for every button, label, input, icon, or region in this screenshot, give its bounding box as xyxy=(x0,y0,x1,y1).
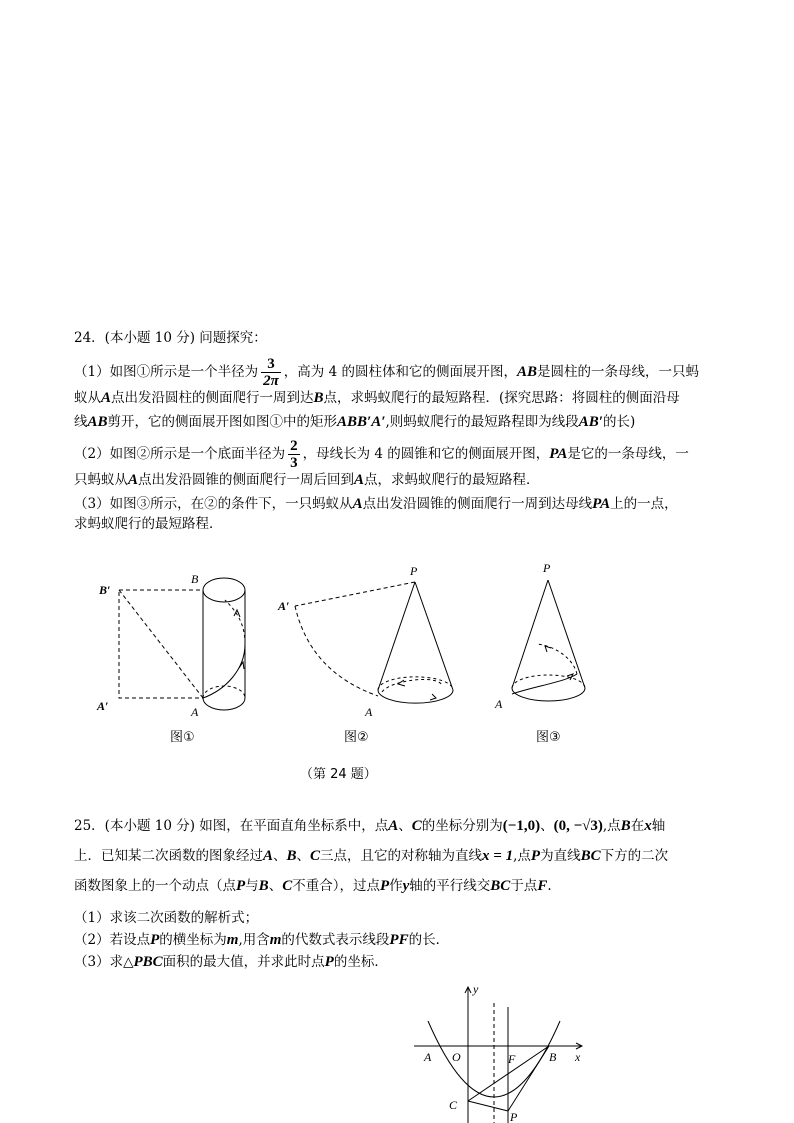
label-A: A xyxy=(365,705,373,719)
label-A-prime: A′ xyxy=(97,699,109,713)
math-A: A xyxy=(354,472,365,488)
math-AB: AB xyxy=(516,364,537,380)
arrow-2 xyxy=(545,646,551,652)
math-PA: PA xyxy=(592,496,611,512)
text: 的长) xyxy=(603,414,636,430)
figure-3-caption: 图③ xyxy=(536,730,561,745)
math-F: F xyxy=(537,878,548,894)
arrow-base xyxy=(430,694,436,700)
q25-sub3 xyxy=(74,952,388,972)
text: 、 xyxy=(296,848,311,864)
ant-path-front xyxy=(203,644,245,698)
math-P: P xyxy=(236,878,246,894)
cone-right xyxy=(415,582,453,690)
text: 剪开，它的侧面展开图如图①中的矩形 xyxy=(107,414,338,430)
text: 的横坐标为 xyxy=(159,932,227,948)
coord-A: (−1,0) xyxy=(502,818,541,834)
label-A: A xyxy=(424,1050,432,1064)
q24-part1-line3 xyxy=(74,412,635,432)
frac-den: 2π xyxy=(263,373,279,389)
fraction-2-over-3 xyxy=(288,438,300,471)
q25-line2 xyxy=(74,846,668,866)
label-A: A xyxy=(495,697,503,711)
text: 在 xyxy=(630,818,645,834)
label-A-prime: A′ xyxy=(278,599,290,613)
text: （1）求该二次函数的解析式； xyxy=(74,910,259,926)
label-P: P xyxy=(543,561,551,575)
text: 求蚂蚁爬行的最短路程． xyxy=(74,516,223,532)
math-PBC: PBC xyxy=(133,954,163,970)
text: 面积的最大值，并求此时点 xyxy=(162,954,325,970)
cylinder-bottom-front xyxy=(203,698,245,710)
math-A: A xyxy=(352,496,363,512)
cone-right xyxy=(548,580,585,688)
text: 点出发沿圆锥的侧面爬行一周到达母线 xyxy=(362,496,593,512)
math-P: P xyxy=(379,878,390,894)
line-PC xyxy=(468,1101,508,1111)
figure-24-label: （第 24 题） xyxy=(300,767,377,782)
math-B: B xyxy=(286,848,297,864)
q24-part3-line2 xyxy=(74,514,223,534)
text: 轴的平行线交 xyxy=(409,878,491,894)
math-BC: BC xyxy=(490,878,511,894)
text: ,点 xyxy=(602,818,621,834)
text: 的坐标． xyxy=(333,954,388,970)
cone-base-back xyxy=(378,677,453,690)
q25-sub1 xyxy=(74,908,258,928)
frac-num: 2 xyxy=(290,438,298,454)
figure-1-caption: 图① xyxy=(170,730,195,745)
math-A: A xyxy=(263,848,274,864)
q25-parabola-graph xyxy=(412,983,592,1123)
text: 、 xyxy=(540,818,554,834)
math-A: A xyxy=(388,818,399,834)
diagonal-AB-prime xyxy=(119,590,203,698)
text: 为直线 xyxy=(540,848,581,864)
label-y: y xyxy=(473,982,479,996)
q24-part3-line1 xyxy=(74,494,678,514)
cone-left xyxy=(512,580,548,688)
text: （1）如图①所示是一个半径为 xyxy=(74,364,259,380)
q25-line1 xyxy=(74,816,665,836)
q24-part1-line1 xyxy=(74,356,699,389)
text: 下方的二次 xyxy=(600,848,669,864)
math-B: B xyxy=(313,390,324,406)
text: 、 xyxy=(398,818,412,834)
text: 与 xyxy=(245,878,259,894)
cone-base-front xyxy=(512,688,585,701)
math-seg: AB′ xyxy=(578,414,604,430)
math-AB: AB xyxy=(87,414,108,430)
q24-part1-line2 xyxy=(74,388,680,408)
text: 上．已知某二次函数的图象经过 xyxy=(74,848,263,864)
text: 、 xyxy=(273,848,287,864)
figure-1-cylinder xyxy=(95,570,255,720)
math-A: A xyxy=(128,472,139,488)
q25-line3 xyxy=(74,876,552,896)
text: 三点，且它的对称轴为直线 xyxy=(320,848,483,864)
math-P: P xyxy=(150,932,160,948)
text: （3）如图③所示，在②的条件下，一只蚂蚁从 xyxy=(74,496,353,512)
text: 点，求蚂蚁爬行的最短路程．(探究思路：将圆柱的侧面沿母 xyxy=(323,390,680,406)
label-C: C xyxy=(449,1098,458,1112)
q24-heading xyxy=(74,328,267,348)
text: ,则蚂蚁爬行的最短路程即为线段 xyxy=(385,414,579,430)
math-x: x xyxy=(644,818,652,834)
text: 、 xyxy=(268,878,283,894)
text: ,用含 xyxy=(238,932,270,948)
text: 的长． xyxy=(408,932,450,948)
math-P: P xyxy=(530,848,541,864)
figure-2-caption: 图② xyxy=(344,730,369,745)
math-P: P xyxy=(324,954,334,970)
label-A: A xyxy=(191,705,199,719)
arrow-2 xyxy=(234,610,240,617)
cylinder-top xyxy=(203,578,245,602)
text: 不重合），过点 xyxy=(292,878,380,894)
text: 点，求蚂蚁爬行的最短路程． xyxy=(364,472,540,488)
text: 上的一点， xyxy=(610,496,678,512)
frac-num: 3 xyxy=(261,356,281,373)
text: 是它的一条母线，一 xyxy=(567,446,689,462)
text: ，母线长为 4 的圆锥和它的侧面展开图， xyxy=(302,446,550,462)
label-F: F xyxy=(508,1052,516,1066)
text: （2）若设点 xyxy=(74,932,151,948)
math-A: A xyxy=(101,390,112,406)
math-m: m xyxy=(269,932,282,948)
math-PA: PA xyxy=(549,446,568,462)
cone-base-back xyxy=(512,675,585,688)
text: 线 xyxy=(74,414,88,430)
math-C: C xyxy=(282,878,293,894)
label-x: x xyxy=(575,1050,581,1064)
text: 蚁从 xyxy=(74,390,101,406)
label-P: P xyxy=(410,564,418,578)
text: 轴 xyxy=(651,818,666,834)
math-y: y xyxy=(402,878,410,894)
text: 的代数式表示线段 xyxy=(281,932,390,948)
text: 只蚂蚁从 xyxy=(74,472,128,488)
q25-sub2 xyxy=(74,930,449,950)
frac-den: 3 xyxy=(290,455,298,471)
ant-loop xyxy=(382,679,442,692)
sector-arc xyxy=(295,606,378,696)
text: ，高为 4 的圆柱体和它的侧面展开图， xyxy=(283,364,517,380)
figure-3-cone xyxy=(485,560,625,720)
text: （3）求△ xyxy=(74,954,134,970)
text: 是圆柱的一条母线，一只蚂 xyxy=(536,364,699,380)
text: 于点 xyxy=(510,878,538,894)
label-B: B xyxy=(191,572,199,586)
arrow-loop xyxy=(398,680,405,686)
math-B: B xyxy=(620,818,631,834)
text: . xyxy=(547,878,552,894)
q24-part2-line1 xyxy=(74,438,689,471)
label-P: P xyxy=(510,1110,518,1123)
math-BC: BC xyxy=(580,848,601,864)
math-m: m xyxy=(226,932,239,948)
text: 作 xyxy=(389,878,403,894)
ant-path-front xyxy=(512,674,577,694)
math-rect: ABB′A′ xyxy=(337,414,386,430)
math-eq: x = 1 xyxy=(482,848,514,864)
text: ,点 xyxy=(513,848,531,864)
math-C: C xyxy=(310,848,321,864)
figure-2-cone xyxy=(270,562,470,722)
math-B: B xyxy=(258,878,269,894)
cone-base-front xyxy=(378,690,453,703)
text: 点出发沿圆锥的侧面爬行一周后回到 xyxy=(138,472,355,488)
fraction-3-over-2pi xyxy=(261,356,281,389)
q24-heading-text: 24．(本小题 10 分) 问题探究： xyxy=(74,330,267,346)
text: 函数图象上的一个动点（点 xyxy=(74,878,236,894)
text: （2）如图②所示是一个底面半径为 xyxy=(74,446,286,462)
sector-edge xyxy=(295,582,415,606)
cylinder-bottom-back xyxy=(203,686,245,698)
label-O: O xyxy=(452,1050,461,1064)
q24-part2-line2 xyxy=(74,470,540,490)
math-PF: PF xyxy=(389,932,409,948)
label-B: B xyxy=(549,1050,557,1064)
unfolded-rectangle xyxy=(119,590,203,698)
text: 25．(本小题 10 分) 如图，在平面直角坐标系中，点 xyxy=(74,818,389,834)
label-B-prime: B′ xyxy=(99,583,111,597)
coord-C: (0, −√3) xyxy=(553,818,603,834)
ant-path-back xyxy=(225,600,245,644)
text: 的坐标分别为 xyxy=(421,818,503,834)
cone-left xyxy=(378,582,415,690)
text: 点出发沿圆柱的侧面爬行一周到达 xyxy=(111,390,314,406)
math-C: C xyxy=(411,818,422,834)
